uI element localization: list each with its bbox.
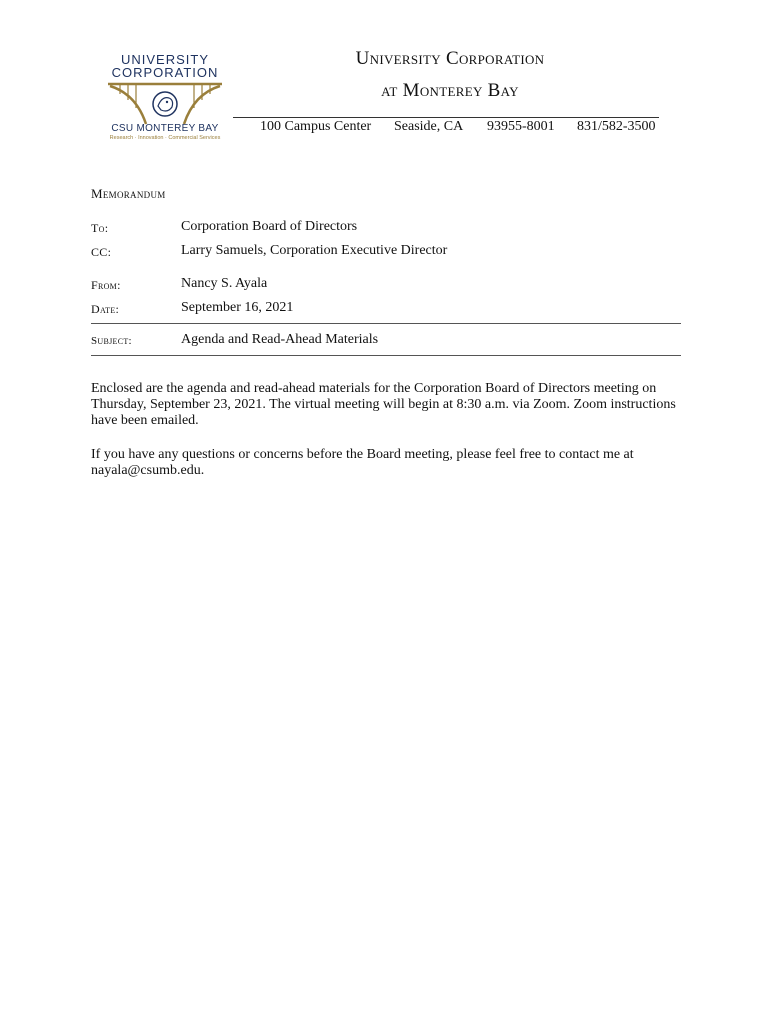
subject-top-rule: [91, 323, 681, 324]
subject-label: Subject:: [91, 335, 132, 347]
from-label: From:: [91, 278, 121, 292]
letterhead-zip: 93955-8001: [487, 119, 555, 134]
logo-text-corporation: CORPORATION: [111, 65, 219, 80]
body-paragraph-1: Enclosed are the agenda and read-ahead materials for the Corporation Board of Directors meeting on Thursday, September 23, 2021. The virtual meeting will begin at 8:30 a.m. via Zoom. Zoom instructions have been emailed.: [91, 381, 676, 428]
letterhead-phone: 831/582-3500: [577, 119, 656, 134]
logo-text-campus: CSU MONTEREY BAY: [111, 123, 219, 134]
university-corporation-logo: [100, 52, 230, 147]
body-paragraph-2: If you have any questions or concerns before the Board meeting, please feel free to contact me at nayala@csumb.edu.: [91, 447, 634, 478]
letterhead-divider: [233, 117, 659, 118]
subject-value: Agenda and Read-Ahead Materials: [181, 332, 379, 347]
logo-tagline: Research · Innovation · Commercial Services: [109, 135, 221, 141]
to-label: To:: [91, 221, 109, 235]
memo-title: Memorandum: [91, 186, 166, 201]
cc-value: Larry Samuels, Corporation Executive Director: [181, 243, 448, 258]
cc-label: CC:: [91, 245, 112, 259]
to-value: Corporation Board of Directors: [181, 219, 358, 234]
organization-name-line1: University Corporation: [355, 48, 545, 69]
date-label: Date:: [91, 302, 120, 316]
date-value: September 16, 2021: [181, 300, 294, 315]
subject-bottom-rule: [91, 355, 681, 356]
logo-text-university: UNIVERSITY: [120, 52, 209, 67]
letterhead-address: 100 Campus Center: [260, 119, 372, 134]
organization-name-line2: at Monterey Bay: [381, 80, 519, 101]
from-value: Nancy S. Ayala: [181, 276, 268, 291]
letterhead-city: Seaside, CA: [394, 119, 464, 134]
